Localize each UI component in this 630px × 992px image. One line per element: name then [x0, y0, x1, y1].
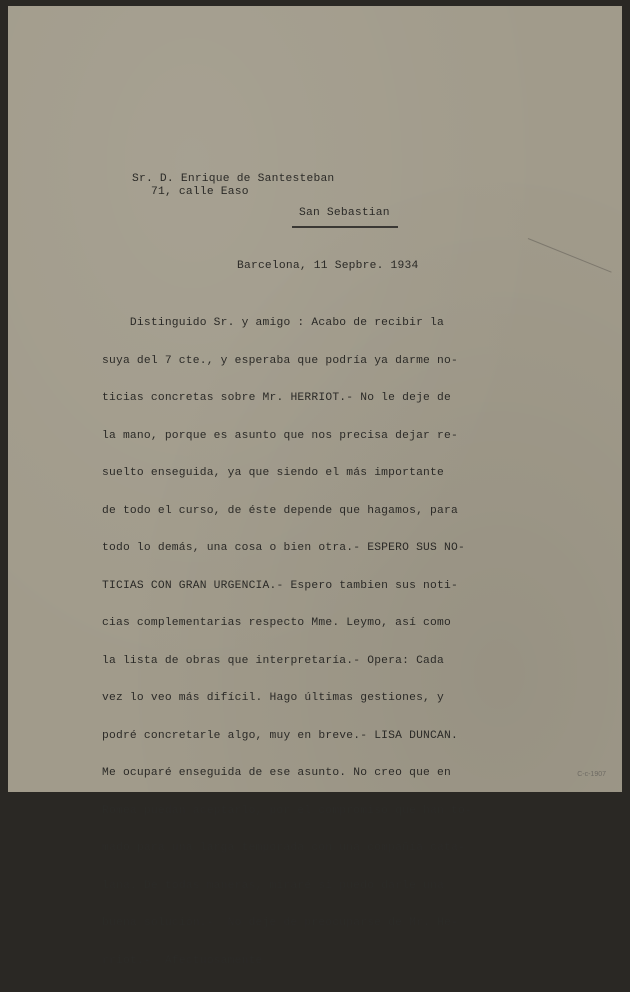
- body-line: vez lo veo más difícil. Hago últimas gestiones, y: [102, 692, 444, 704]
- body-line: suya del 7 cte., y esperaba que podría ya darme no-: [102, 354, 458, 367]
- city-underline: [292, 226, 398, 228]
- recipient-city: San Sebastian: [299, 207, 390, 219]
- letter-date: Barcelona, 11 Sepbre. 1934: [237, 260, 419, 272]
- recipient-address: 71, calle Easo: [151, 186, 249, 198]
- body-line: podré concretarle algo, muy en breve.- LISA DUNCAN.: [102, 729, 458, 742]
- body-line: TICIAS CON GRAN URGENCIA.- Espero tambien sus noti-: [102, 579, 458, 592]
- body-line: mado para una larga temporada con una compañía cata-: [102, 842, 465, 854]
- letter-page: [8, 6, 622, 967]
- body-line: todo lo demás, una cosa o bien otra.- ESPERO SUS NO-: [102, 542, 465, 554]
- body-line: la mano, porque es asunto que nos precisa dejar re-: [102, 429, 458, 442]
- body-line: lana. De todas maneras, miraré si puedo darle una: [102, 879, 444, 892]
- body-line: rriot.- Afectuosamente: [102, 954, 263, 967]
- paper-crease: [528, 238, 612, 273]
- body-line: la lista de obras que interpretaría.- Opera: Cada: [102, 654, 444, 667]
- archive-stamp: C-c-1907: [577, 771, 606, 778]
- body-line: buena solución.- No deje de preocuparse de Mr. He-: [102, 917, 458, 929]
- letter-body: [102, 292, 472, 992]
- body-line: Me ocuparé enseguida de ese asunto. No creo que en: [102, 767, 451, 779]
- body-line: suelto enseguida, ya que siendo el más importante: [102, 467, 444, 479]
- recipient-name: Sr. D. Enrique de Santesteban: [132, 173, 335, 185]
- body-line: Distinguido Sr. y amigo : Acabo de recibir la: [102, 317, 444, 329]
- body-line: cias complementarias respecto Mme. Leymo, así como: [102, 617, 451, 629]
- body-line: Romea puedan aceptarlo, por el compromiso que han to-: [102, 804, 472, 817]
- body-line: de todo el curso, de éste depende que hagamos, para: [102, 504, 458, 517]
- body-line: ticias concretas sobre Mr. HERRIOT.- No le deje de: [102, 392, 451, 404]
